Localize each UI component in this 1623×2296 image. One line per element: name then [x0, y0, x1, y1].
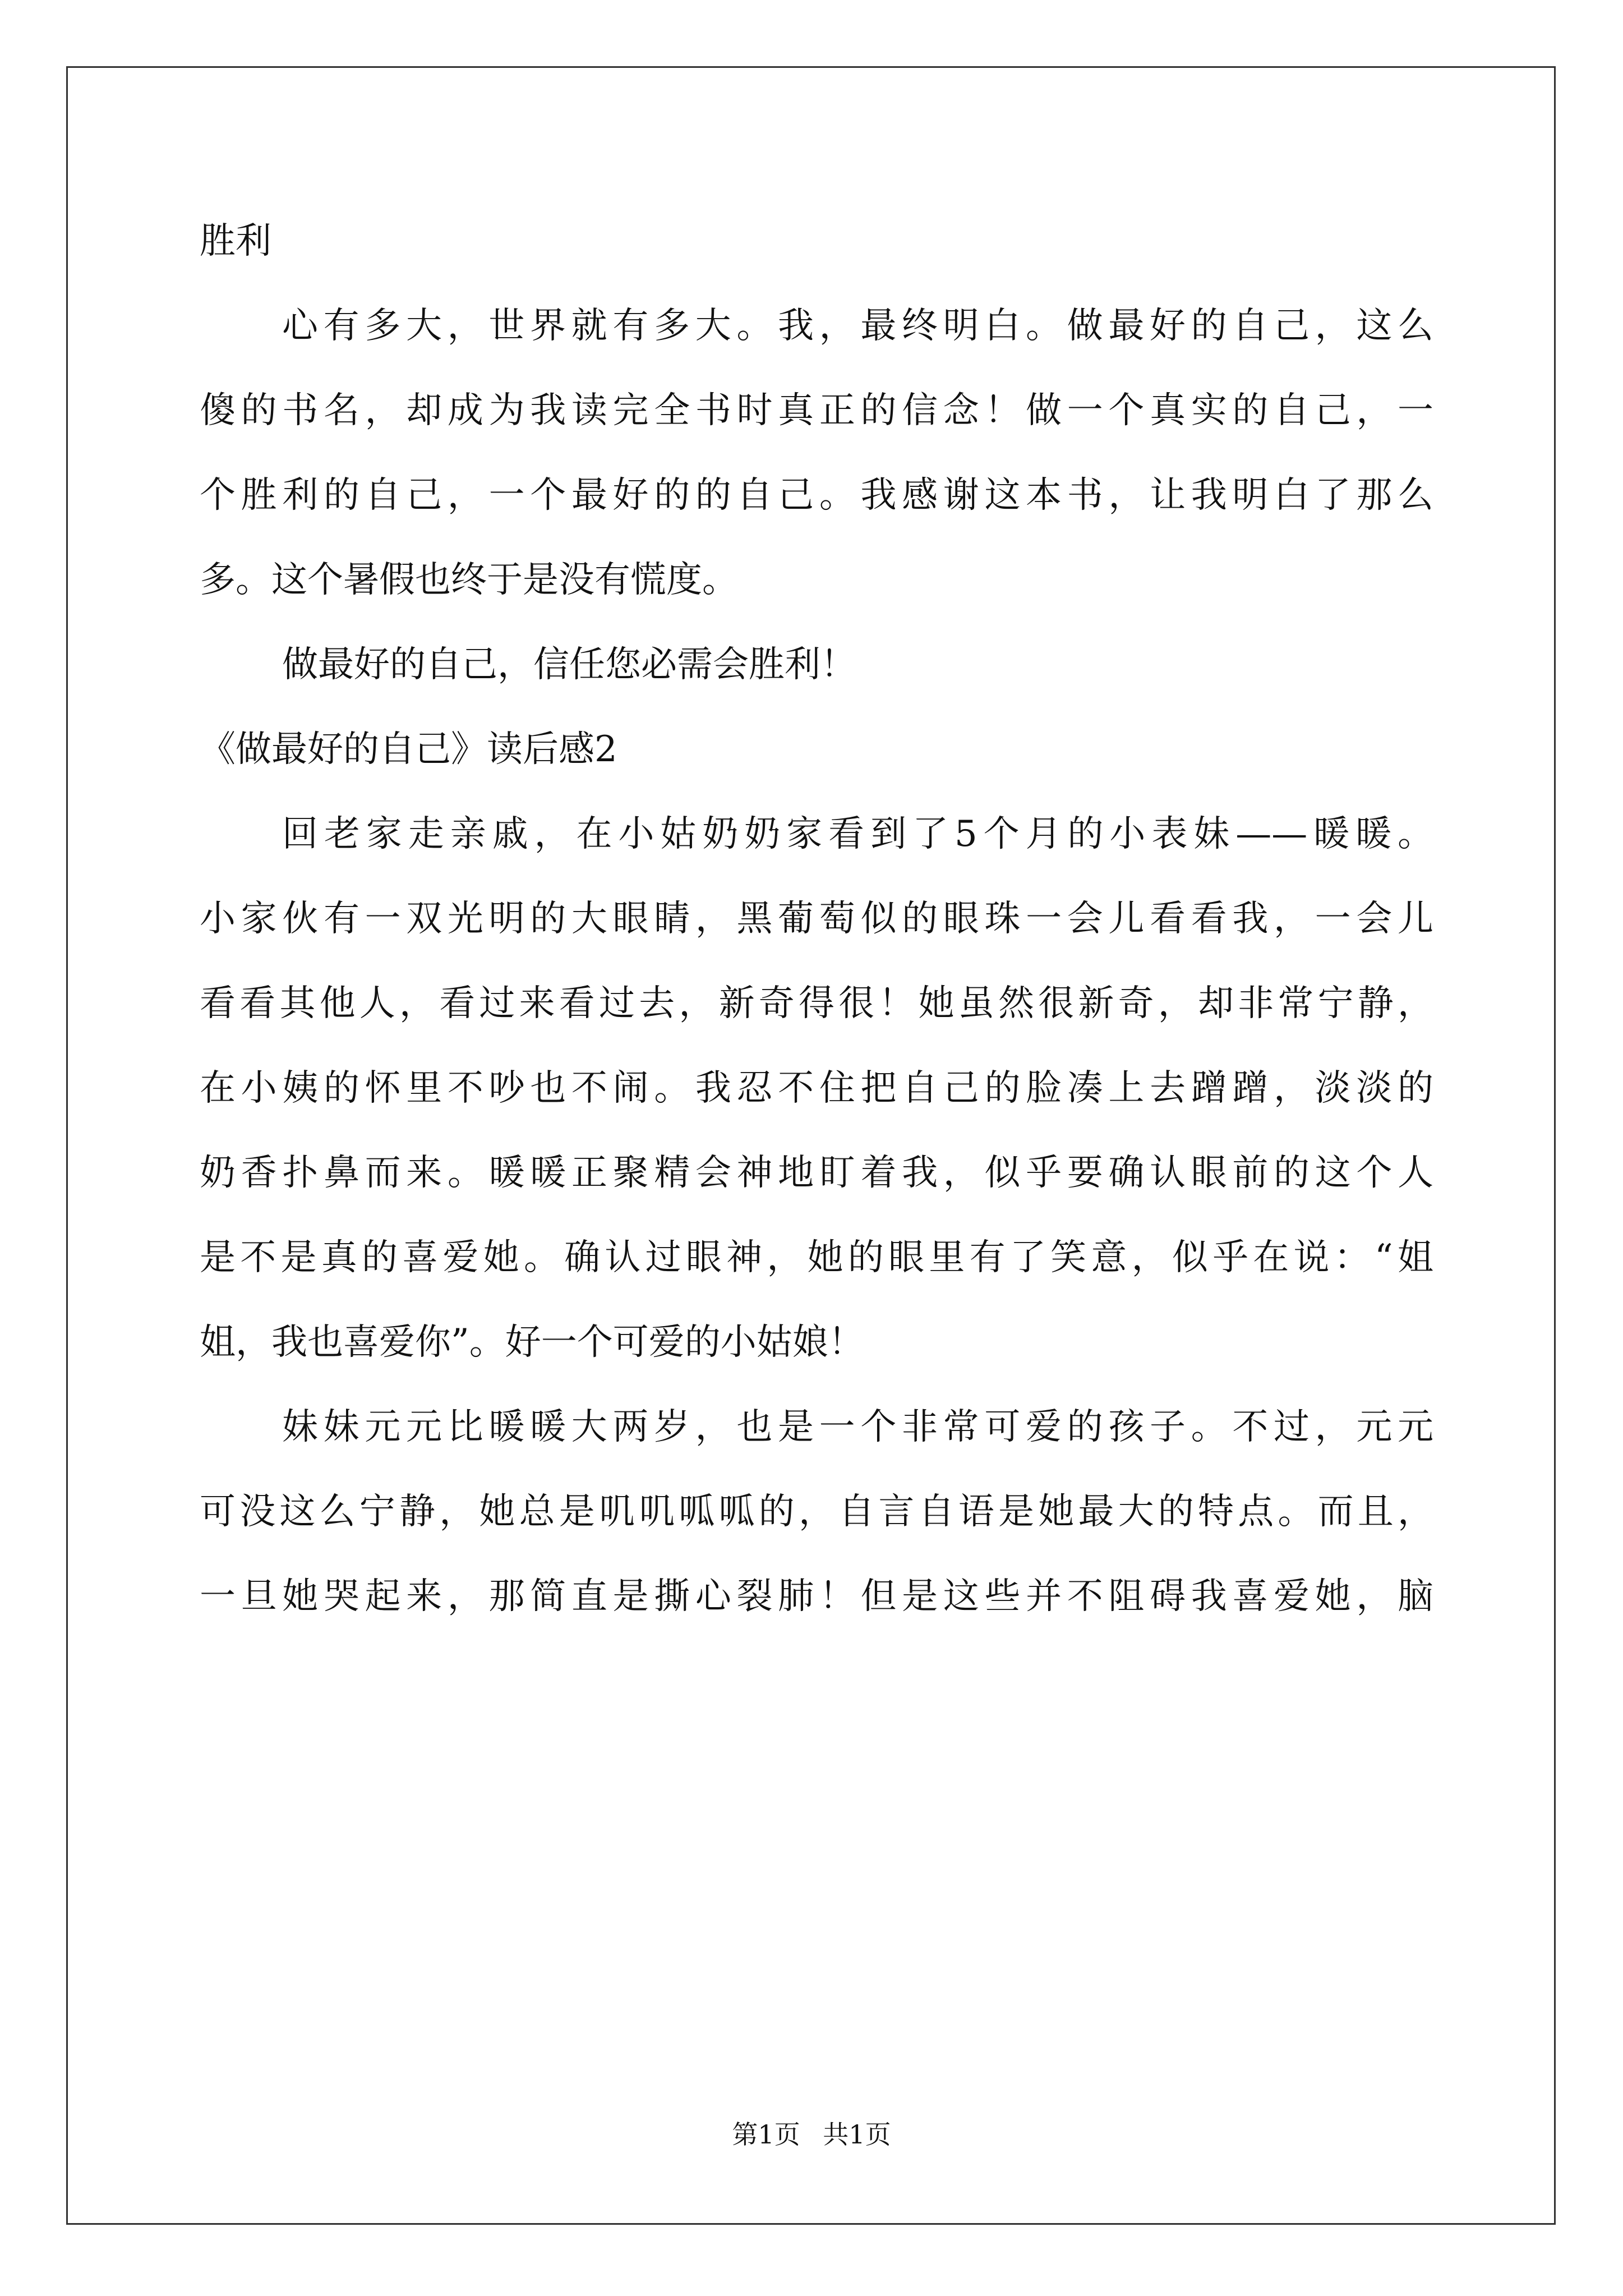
- text-line: 做最好的自己，信任您必需会胜利！: [282, 644, 856, 685]
- text-line: 个胜利的自己，一个最好的的自己。我感谢这本书，让我明白了那么: [200, 475, 1433, 516]
- text-line: 多。这个暑假也终于是没有慌度。: [200, 559, 738, 601]
- text-line: 是不是真的喜爱她。确认过眼神，她的眼里有了笑意，似乎在说：“姐: [200, 1237, 1433, 1278]
- text-line: 胜利: [200, 220, 271, 262]
- text-line: 看看其他人，看过来看过去，新奇得很！她虽然很新奇，却非常宁静，: [200, 983, 1433, 1024]
- page-footer: 第1页 共1页: [732, 2119, 891, 2150]
- text-line: 妹妹元元比暖暖大两岁，也是一个非常可爱的孩子。不过，元元: [282, 1406, 1433, 1448]
- text-line: 在小姨的怀里不吵也不闹。我忍不住把自己的脸凑上去蹭蹭，淡淡的: [200, 1068, 1433, 1109]
- text-line: 小家伙有一双光明的大眼睛，黑葡萄似的眼珠一会儿看看我，一会儿: [200, 898, 1433, 940]
- text-line: 可没这么宁静，她总是叽叽呱呱的，自言自语是她最大的特点。而且，: [200, 1491, 1433, 1533]
- document-body: [200, 199, 1433, 1639]
- text-line: 心有多大，世界就有多大。我，最终明白。做最好的自己，这么: [282, 305, 1433, 347]
- text-line: 傻的书名，却成为我读完全书时真正的信念！做一个真实的自己，一: [200, 390, 1433, 431]
- section-heading: 《做最好的自己》读后感2: [200, 729, 617, 770]
- text-line: 回老家走亲戚，在小姑奶奶家看到了5个月的小表妹——暖暖。: [282, 813, 1433, 855]
- text-line: 姐，我也喜爱你”。好一个可爱的小姑娘！: [200, 1322, 864, 1363]
- text-line: 一旦她哭起来，那简直是撕心裂肺！但是这些并不阻碍我喜爱她，脑: [200, 1576, 1433, 1617]
- text-line: 奶香扑鼻而来。暖暖正聚精会神地盯着我，似乎要确认眼前的这个人: [200, 1152, 1433, 1194]
